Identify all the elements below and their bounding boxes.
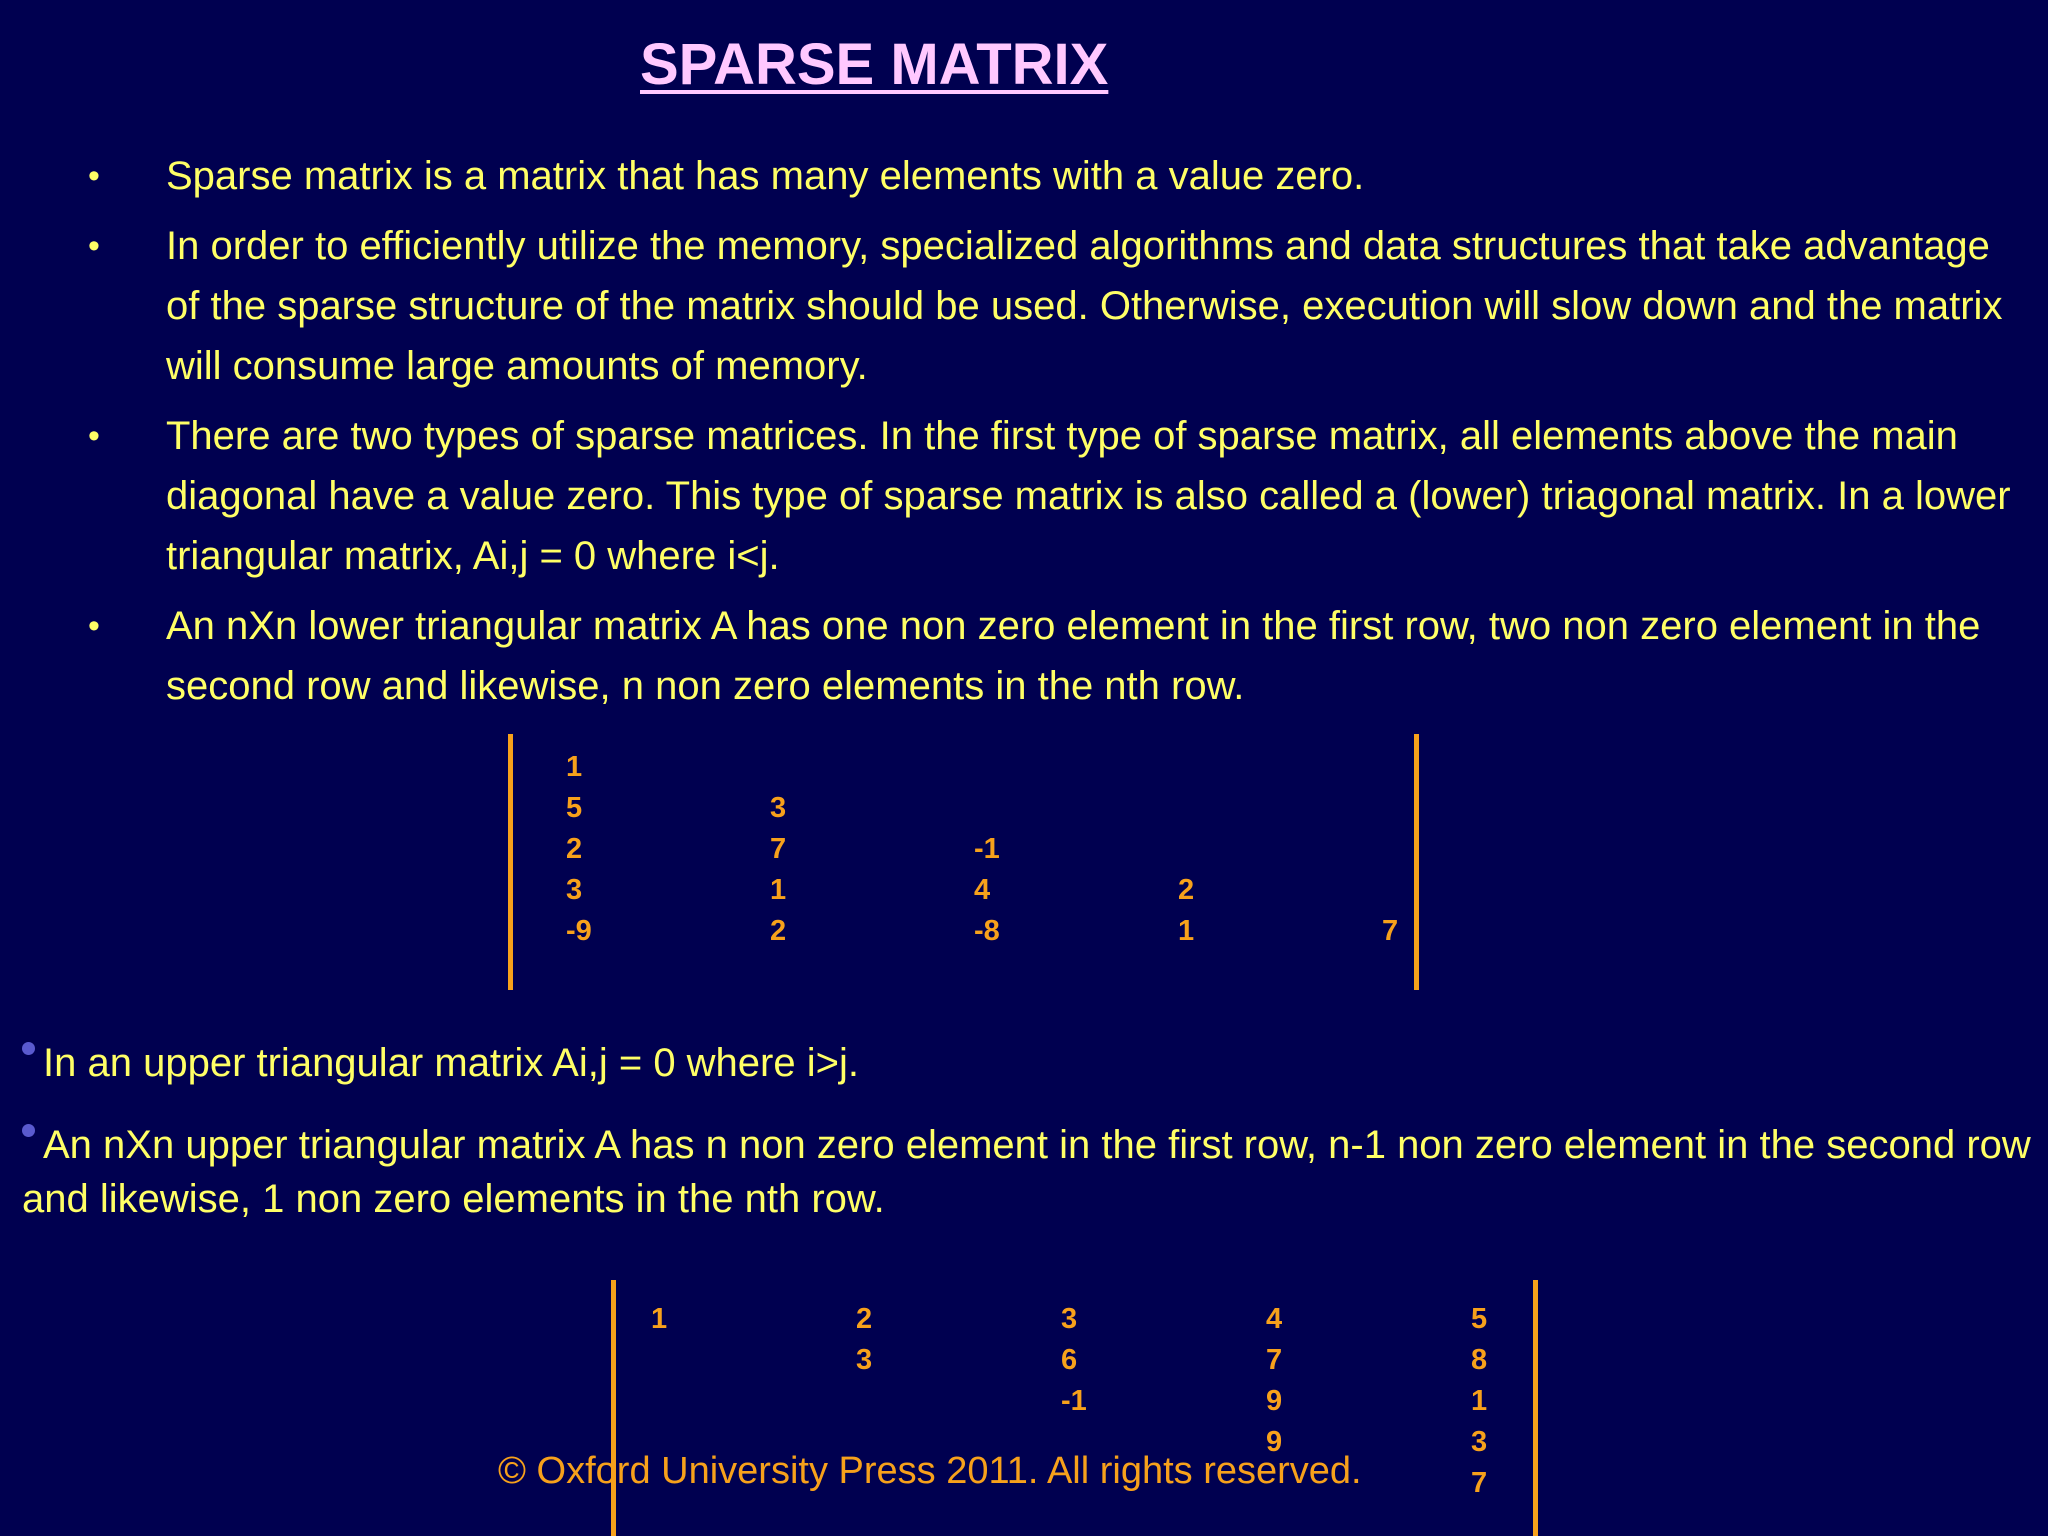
matrix-cell: -1 <box>1061 1385 1087 1417</box>
bullet-dot-icon: • <box>88 157 100 195</box>
copyright-footer: © Oxford University Press 2011. All rights reserved. <box>498 1450 1362 1492</box>
matrix-cell: 5 <box>1471 1303 1488 1335</box>
matrix-cell: 3 <box>770 792 787 824</box>
bullet-dot-icon: • <box>88 607 100 645</box>
bullet-text: An nXn lower triangular matrix A has one non zero element in the first row, two non zero element in the second row and likewise, n non zero elements in the nth row. <box>166 604 1981 708</box>
bullet-dot-icon <box>22 1042 35 1055</box>
matrix-cell: 9 <box>1266 1385 1283 1417</box>
matrix-cell: -8 <box>974 915 1000 947</box>
matrix-cell: 1 <box>566 751 583 783</box>
matrix-right-bracket <box>1533 1280 1538 1536</box>
bullet-text: In an upper triangular matrix Ai,j = 0 where i>j. <box>43 1041 859 1085</box>
matrix-left-bracket <box>508 734 513 990</box>
upper-bullet-1 <box>22 1036 2032 1090</box>
matrix-cell: 7 <box>1382 915 1399 947</box>
matrix-cell: -9 <box>566 915 592 947</box>
bullet-item <box>80 146 2020 206</box>
matrix-cell: 2 <box>566 833 583 865</box>
matrix-cell: 6 <box>1061 1344 1078 1376</box>
bullet-text: In order to efficiently utilize the memory, specialized algorithms and data structures that take advantage of the sparse structure of the matrix should be used. Otherwise, execution will slow down and the matrix will consume large amounts of memory. <box>166 224 2003 388</box>
matrix-cell: 7 <box>1266 1344 1283 1376</box>
matrix-cell: 7 <box>1471 1467 1488 1499</box>
matrix-right-bracket <box>1414 734 1419 990</box>
matrix-cell: 1 <box>1178 915 1195 947</box>
matrix-cell: 2 <box>770 915 787 947</box>
matrix-cell: 3 <box>566 874 583 906</box>
matrix-cell: 7 <box>770 833 787 865</box>
bullet-dot-icon <box>22 1124 35 1137</box>
bullet-item <box>80 216 2020 396</box>
matrix-cell: 2 <box>856 1303 873 1335</box>
bullet-text: Sparse matrix is a matrix that has many elements with a value zero. <box>166 154 1365 198</box>
slide-title: SPARSE MATRIX <box>640 32 1109 97</box>
matrix-cell: 5 <box>566 792 583 824</box>
matrix-cell: 1 <box>770 874 787 906</box>
matrix-cell: 9 <box>1266 1426 1283 1458</box>
bullet-list <box>80 146 2020 726</box>
upper-bullet-2 <box>22 1118 2032 1226</box>
matrix-cell: 3 <box>1471 1426 1488 1458</box>
matrix-cell: -1 <box>974 833 1000 865</box>
bullet-text: There are two types of sparse matrices. In the first type of sparse matrix, all elements above the main diagonal have a value zero. This type of sparse matrix is also called a (lower) triagonal matrix. In a lower triangular matrix, Ai,j = 0 where i<j. <box>166 414 2011 578</box>
lower-triangular-matrix <box>508 734 1422 990</box>
bullet-text: An nXn upper triangular matrix A has n non zero element in the first row, n-1 non zero element in the second row and likewise, 1 non zero elements in the nth row. <box>22 1123 2031 1221</box>
matrix-cell: 4 <box>974 874 991 906</box>
matrix-cell: 1 <box>651 1303 668 1335</box>
matrix-cell: 4 <box>1266 1303 1283 1335</box>
matrix-cell: 8 <box>1471 1344 1488 1376</box>
matrix-cell: 1 <box>1471 1385 1488 1417</box>
matrix-cell: 2 <box>1178 874 1195 906</box>
matrix-cell: 3 <box>1061 1303 1078 1335</box>
matrix-cell: 3 <box>856 1344 873 1376</box>
bullet-dot-icon: • <box>88 227 100 265</box>
bullet-item <box>80 406 2020 586</box>
bullet-item <box>80 596 2020 716</box>
bullet-dot-icon: • <box>88 417 100 455</box>
